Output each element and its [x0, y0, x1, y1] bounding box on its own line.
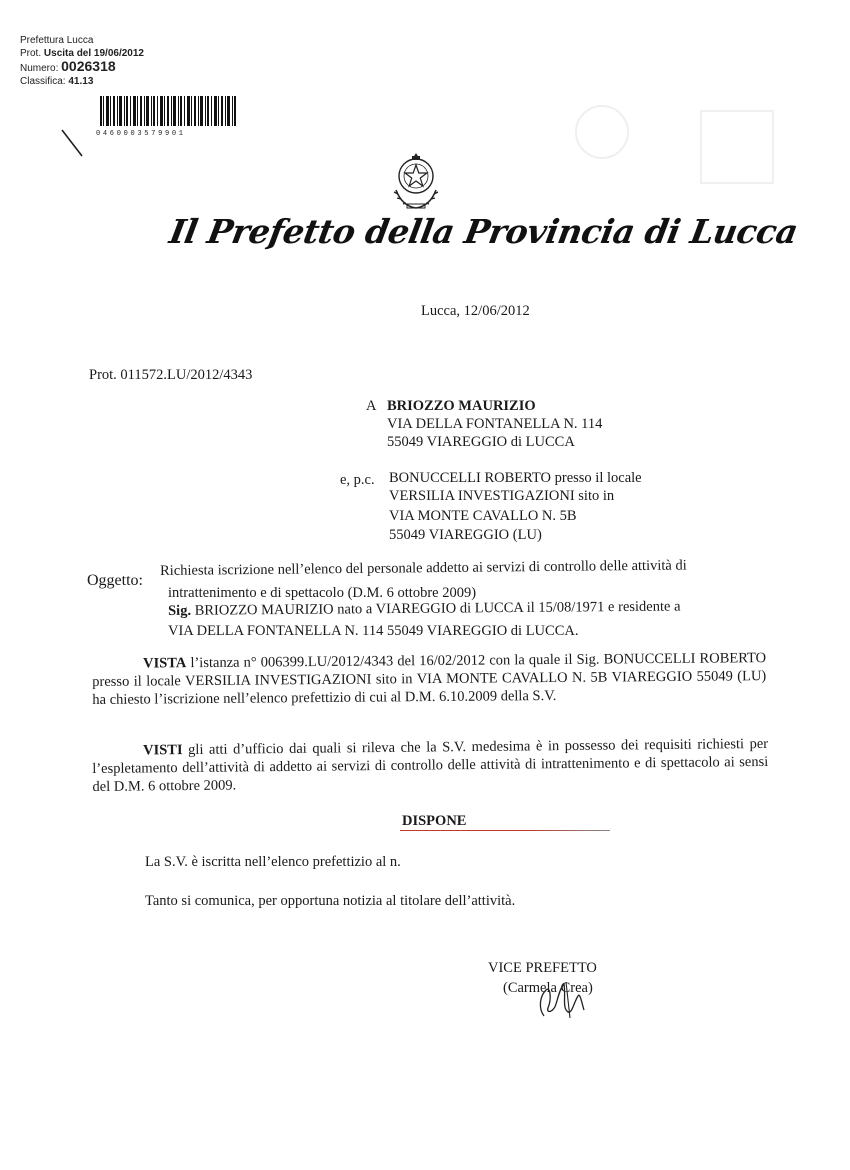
place-date: Lucca, 12/06/2012: [421, 303, 530, 319]
bleed-through-mark: [700, 110, 774, 184]
cc-line2: VERSILIA INVESTIGAZIONI sito in: [389, 488, 615, 504]
pen-mark-icon: [60, 128, 84, 158]
barcode-digits: 0460003579901: [96, 130, 186, 138]
stamp-numero-value: 0026318: [61, 58, 116, 74]
stamp-classifica-label: Classifica:: [20, 76, 66, 87]
recipient-address-line2: 55049 VIAREGGIO di LUCCA: [387, 434, 575, 450]
vista-text: l’istanza n° 006399.LU/2012/4343 del 16/02/2012 con la quale il Sig. BONUCCELLI ROBERTO presso il locale VERSILIA INVESTIGAZIONI sito in VIA MONTE CAVALLO N. 5B VIAREGGIO 55049 (LU) ha chiesto l’iscrizione nell’elenco prefettizio di cui al D.M. 6.10.2009 della S.V.: [92, 650, 767, 708]
recipient-address-line1: VIA DELLA FONTANELLA N. 114: [387, 416, 603, 432]
vista-keyword: VISTA: [143, 655, 187, 672]
subject-line3: [168, 598, 681, 620]
stamp-numero-line: [20, 60, 144, 75]
prefect-title: Il Prefetto della Provincia di Lucca: [166, 212, 801, 251]
recipient-name: BRIOZZO MAURIZIO: [387, 398, 536, 414]
italian-republic-emblem-icon: [388, 150, 444, 212]
subject-line3-rest: BRIOZZO MAURIZIO nato a VIAREGGIO di LUCCA il 15/08/1971 e residente a: [194, 598, 681, 619]
visti-text: gli atti d’ufficio dai quali si rileva che la S.V. medesima è in possesso dei requisiti richiesti per l’espletamento dell’attività di addetto ai servizi di controllo delle attività di intrattenimento e di spettacolo ai sensi del D.M. 6 ottobre 2009.: [92, 735, 769, 795]
bleed-through-circle: [575, 105, 629, 159]
stamp-classifica-line: [20, 75, 144, 88]
cc-prefix: e, p.c.: [340, 472, 375, 488]
letter-protocol: Prot. 011572.LU/2012/4343: [89, 367, 253, 383]
cc-line1: BONUCCELLI ROBERTO presso il locale: [389, 470, 642, 486]
signatory-name: (Carmela Crea): [503, 980, 593, 996]
subject-line1: Richiesta iscrizione nell’elenco del personale addetto ai servizi di controllo delle attività di: [160, 557, 687, 579]
registered-text: La S.V. è iscritta nell’elenco prefettizio al n.: [145, 854, 401, 870]
stamp-numero-label: Numero:: [20, 63, 59, 74]
recipient-prefix: A: [366, 398, 377, 414]
visti-paragraph: [92, 735, 769, 796]
vista-paragraph: [92, 649, 766, 709]
subject-line4: VIA DELLA FONTANELLA N. 114 55049 VIAREGGIO di LUCCA.: [168, 623, 579, 639]
stamp-office: Prefettura Lucca: [20, 35, 94, 46]
signatory-title: VICE PREFETTO: [488, 960, 597, 976]
cc-line4: 55049 VIAREGGIO (LU): [389, 527, 542, 543]
dispone-heading: DISPONE: [402, 813, 467, 829]
stamp-prot-value: Uscita del 19/06/2012: [43, 48, 144, 59]
visti-keyword: VISTI: [143, 742, 183, 759]
cc-line3: VIA MONTE CAVALLO N. 5B: [389, 508, 577, 524]
subject-sig-label: Sig.: [168, 602, 192, 619]
subject-label: Oggetto:: [87, 572, 143, 589]
signature-mark: [528, 978, 618, 1022]
barcode: [100, 96, 238, 132]
subject-line2: intrattenimento e di spettacolo (D.M. 6 ottobre 2009): [168, 585, 477, 601]
stamp-classifica-value: 41.13: [68, 76, 94, 87]
stamp-prot-label: Prot.: [20, 48, 42, 59]
closing-text: Tanto si comunica, per opportuna notizia al titolare dell’attività.: [145, 893, 516, 909]
dispone-underline: [400, 830, 610, 831]
protocol-stamp: [20, 34, 144, 88]
